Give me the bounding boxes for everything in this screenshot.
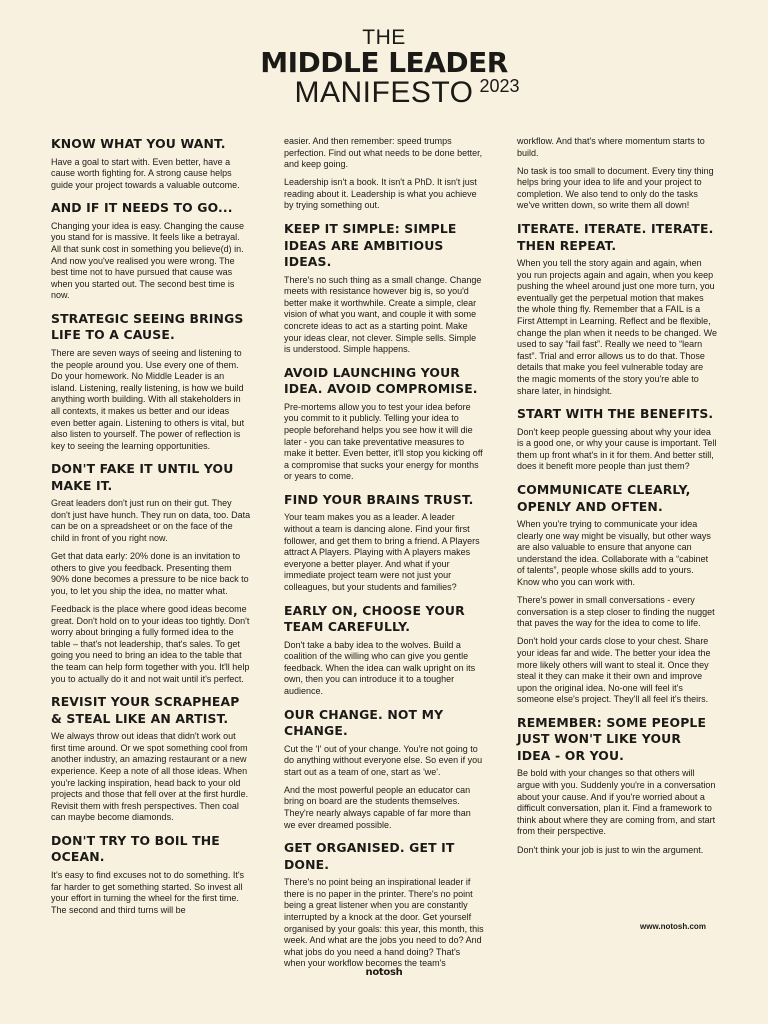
- section-heading: KEEP IT SIMPLE: SIMPLE IDEAS ARE AMBITIOUS IDEAS.: [284, 221, 457, 270]
- section-paragraph: No task is too small to document. Every tiny thing helps bring your idea to life and your project to completion. We also tend to only do the tasks we've written down, so write them all down!: [517, 165, 714, 211]
- title-year: 2023: [479, 76, 520, 96]
- manifesto-section: [51, 461, 251, 685]
- section-paragraph: Leadership isn't a book. It isn't a PhD. It isn't just reading about it. Leadership is what you achieve by trying something out.: [284, 177, 477, 211]
- manifesto-section: [517, 715, 717, 856]
- section-paragraph: Don't take a baby idea to the wolves. Build a coalition of the willing who can give you gentle feedback. When the idea can walk upright on its own, then you can introduce it to a tougher audience.: [284, 639, 476, 696]
- section-heading: EARLY ON, CHOOSE YOUR TEAM CAREFULLY.: [284, 602, 465, 635]
- section-heading: AVOID LAUNCHING YOUR IDEA. AVOID COMPROMISE.: [284, 364, 478, 397]
- column-1: [51, 136, 251, 925]
- title-manifesto: MANIFESTO: [294, 76, 474, 109]
- title-manifesto-row: [294, 76, 520, 109]
- section-heading: DON'T TRY TO BOIL THE OCEAN.: [51, 832, 220, 865]
- section-paragraph: And the most powerful people an educator can bring on board are the students themselves. They're nearly always capable of far more than we ever dreamed possible.: [284, 784, 471, 830]
- section-heading: START WITH THE BENEFITS.: [517, 406, 714, 422]
- section-paragraph: There are seven ways of seeing and listening to the people around you. Use every one of them. Do your homework. No Middle Leader is an island. Listening, really listening, is how we build anything worth building. With all stakeholders in all contexts, it makes us better and our ideas even better again. Listening to others is vital, but also listen to yourself. The power of reflection is key to seeing the learning opportunities.: [51, 347, 245, 451]
- section-paragraph: Don't hold your cards close to your chest. Share your ideas far and wide. The better your idea the more likely others will want to steal it. Once they steal it they can make it their own and improve upon the original idea. No-one will feel it's someone else's project. They'll all feel it's theirs.: [517, 636, 711, 705]
- section-heading: STRATEGIC SEEING BRINGS LIFE TO A CAUSE.: [51, 310, 244, 343]
- manifesto-section: [517, 221, 717, 397]
- section-paragraph: Feedback is the place where good ideas become great. Don't hold on to your ideas too tightly. Don't worry about bringing a fully formed idea to the table – that's not leadership, that's sales. To get going you need to bring an idea to the table that the team can help form together with you. It'll help you to actually do it and not wait until it's perfect.: [51, 604, 250, 684]
- section-paragraph: When you tell the story again and again, when you run projects again and again, when you keep pushing the wheel around just one more turn, you eventually get the perpetual motion that makes the whole thing fly. Remember that a FAIL is a First Attempt in Learning. Reflect and be flexible, change the plan when it needs to be changed. We used to say “fail fast”. Really we need to “learn fast”. Trial and error allows us to do that. Those details that make you feel vulnerable today are the magic moments of the story you're able to share later, in hindsight.: [517, 258, 717, 396]
- notosh-logo: notosh: [365, 967, 403, 978]
- section-heading: DON'T FAKE IT UNTIL YOU MAKE IT.: [51, 461, 234, 493]
- section-paragraph: Pre-mortems allow you to test your idea before you commit to it publicly. Telling your idea to people beforehand helps you see how it will die later - you can take preventative measures to make it better. Even better, it'll stop you kicking off a compromise that sucks your energy for months or years to come.: [284, 401, 483, 482]
- section-paragraph: Don't think your job is just to win the argument.: [517, 844, 704, 855]
- section-heading: FIND YOUR BRAINS TRUST.: [284, 491, 474, 507]
- manifesto-section: [51, 694, 251, 824]
- column-2: [284, 136, 484, 979]
- section-heading: AND IF IT NEEDS TO GO...: [51, 200, 233, 216]
- section-heading: KNOW WHAT YOU WANT.: [51, 136, 226, 151]
- section-paragraph: We always throw out ideas that didn't work out first time around. Or we spot something cool from another industry, an amazing restaurant or a new experience. Keep a note of all those ideas. When you're lacking inspiration, head back to your old projects and those that fell over at the first hurdle. Revisit them with fresh perspectives. Then coal can maybe become diamonds.: [51, 731, 249, 823]
- section-paragraph: Cut the 'I' out of your change. You're not going to do anything without everyone else. So even if you start out as a team of one, start as 'we'.: [284, 743, 483, 777]
- section-heading: COMMUNICATE CLEARLY, OPENLY AND OFTEN.: [517, 482, 691, 514]
- section-paragraph: Be bold with your changes so that others will argue with you. Suddenly you're in a conversation about your cause. And if you're worried about a difficult conversation, plan it. Find a framework to think about where they are coming from, and start from their perspective.: [517, 768, 716, 837]
- manifesto-section: [517, 136, 717, 212]
- section-paragraph: Have a goal to start with. Even better, have a cause worth fighting for. A strong cause helps guide your project towards a valuable outcome.: [51, 156, 240, 190]
- manifesto-section: [284, 492, 484, 594]
- title-the: THE: [362, 26, 406, 49]
- section-heading: REMEMBER: SOME PEOPLE JUST WON'T LIKE YOUR IDEA - OR YOU.: [517, 714, 707, 763]
- manifesto-section: [517, 406, 717, 473]
- section-paragraph: There's no such thing as a small change. Change meets with resistance however big is, so you'd better make it worthwhile. Create a simple, clear vision of what you want, and couple it with some concrete ideas to act as a starting point. Make your ideas clear, not clever. Simple sells. Simple is understood. Simple happens.: [284, 274, 482, 355]
- section-paragraph: Changing your idea is easy. Changing the cause you stand for is massive. It feels like a betrayal. All that sunk cost in something you believe(d) in. And now you've realised you were wrong. The best time not to have pursued that cause was when you started out. The second best time is now.: [51, 220, 244, 301]
- section-paragraph: Don't keep people guessing about why your idea is a good one, or why your cause is important. Tell them up front what's in it for them. And better still, does it benefit more people than just them?: [517, 426, 717, 472]
- manifesto-title: [0, 28, 768, 108]
- section-heading: GET ORGANISED. GET IT DONE.: [284, 840, 455, 872]
- section-heading: ITERATE. ITERATE. ITERATE. THEN REPEAT.: [517, 221, 714, 253]
- manifesto-section: [284, 840, 484, 970]
- manifesto-section: [51, 136, 251, 191]
- manifesto-section: [284, 221, 484, 356]
- section-heading: REVISIT YOUR SCRAPHEAP & STEAL LIKE AN ARTIST.: [51, 694, 240, 726]
- manifesto-section: [284, 365, 484, 483]
- title-main: MIDDLE LEADER: [260, 46, 508, 79]
- manifesto-section: [51, 833, 251, 916]
- section-paragraph: There's no point being an inspirational leader if there is no paper in the printer. There's no point being a great listener when you are constantly interrupted by a knock at the door. Get yourself organised by your goals: this year, this month, this week. And what are the jobs you need to do? And what jobs do you need a hand doing? That's when your workflow becomes the team's: [284, 877, 484, 969]
- section-paragraph: Get that data early: 20% done is an invitation to others to give you feedback. Presenting them 90% done becomes a pressure to be nice back to you, to let you ship the idea, no matter what.: [51, 551, 249, 596]
- section-paragraph: When you're trying to communicate your idea clearly one way might be visually, but other ways are also valuable to ensure that anyone can understand the idea. Collaborate with a “cabinet of talents”, people whose skills add to yours. Know who you can work with.: [517, 519, 711, 588]
- section-paragraph: There's power in small conversations - every conversation is a step closer to finding the nugget that paves the way for the idea to come to life.: [517, 595, 715, 629]
- footer-url[interactable]: www.notosh.com: [640, 922, 706, 931]
- section-heading: OUR CHANGE. NOT MY CHANGE.: [284, 706, 444, 738]
- manifesto-section: [51, 311, 251, 452]
- section-paragraph: It's easy to find excuses not to do something. It's far harder to get something started. So invest all your effort in turning the wheel for the first time. The second and third turns will be: [51, 869, 245, 915]
- section-paragraph: Great leaders don't just run on their gut. They don't just have hunch. They run on data, too. Data can be on a spreadsheet or on the face of the child in front of you right now.: [51, 498, 251, 544]
- manifesto-section: [284, 136, 484, 212]
- manifesto-section: [284, 707, 484, 832]
- manifesto-section: [51, 200, 251, 302]
- manifesto-section: [517, 482, 717, 706]
- manifesto-section: [284, 603, 484, 698]
- column-3: [517, 136, 717, 865]
- section-paragraph: workflow. And that's where momentum starts to build.: [517, 136, 705, 158]
- section-paragraph: easier. And then remember: speed trumps perfection. Find out what needs to be done better, and keep going.: [284, 136, 483, 170]
- section-paragraph: Your team makes you as a leader. A leader without a team is dancing alone. Find your first follower, and get them to bring a friend. A Players attract A Players. Playing with A players makes everyone a better player. And what if your immediate project team were not just your colleagues, but your students and families?: [284, 512, 480, 592]
